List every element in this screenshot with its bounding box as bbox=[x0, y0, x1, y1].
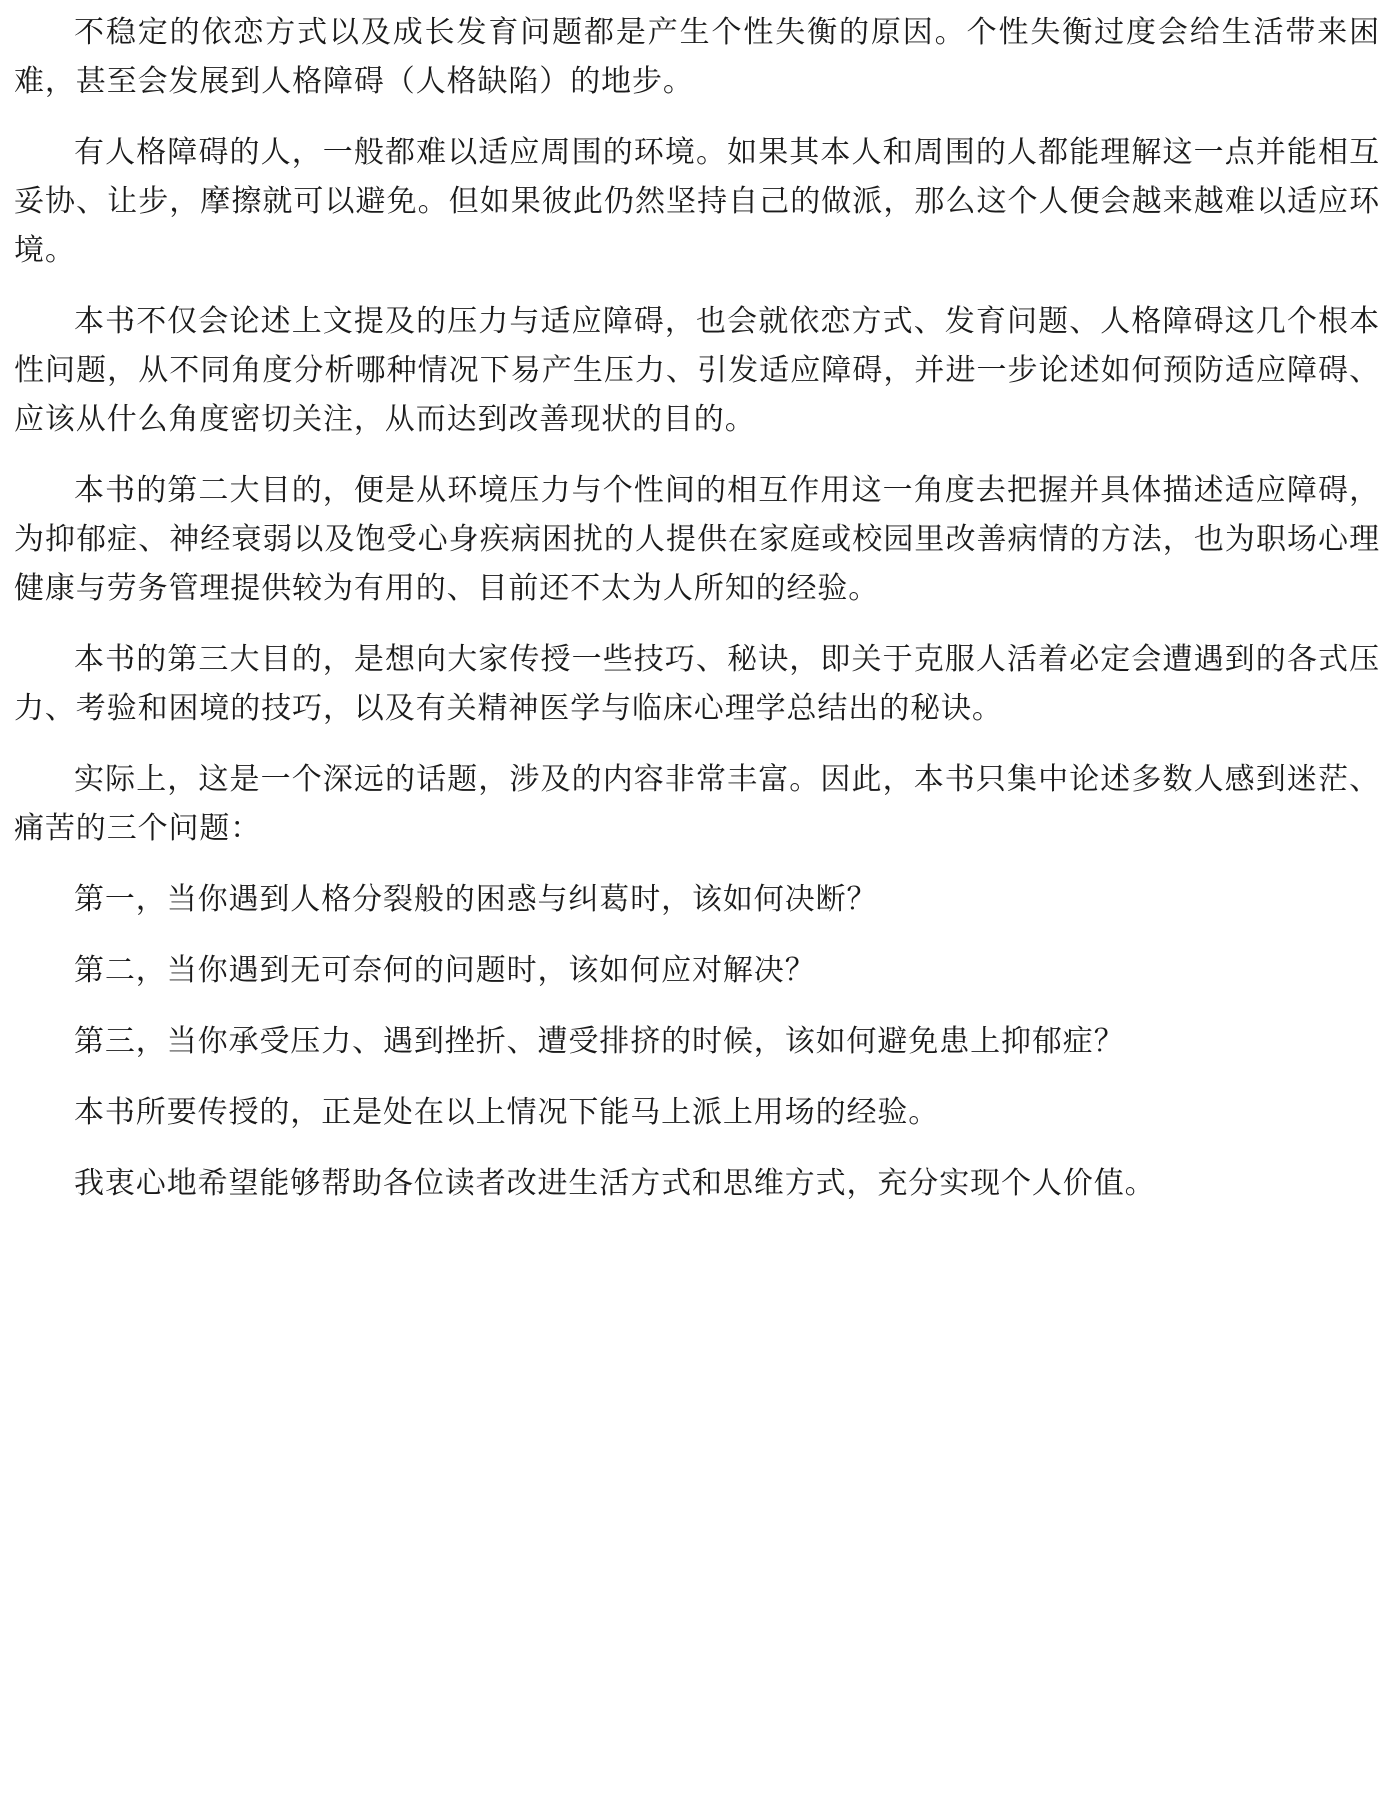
paragraph: 有人格障碍的人，一般都难以适应周围的环境。如果其本人和周围的人都能理解这一点并能相互妥协、让步，摩擦就可以避免。但如果彼此仍然坚持自己的做派，那么这个人便会越来越难以适应环境。 bbox=[14, 135, 1380, 268]
paragraph: 我衷心地希望能够帮助各位读者改进生活方式和思维方式，充分实现个人价值。 bbox=[74, 1166, 1156, 1201]
paragraph: 本书所要传授的，正是处在以上情况下能马上派上用场的经验。 bbox=[74, 1095, 940, 1130]
paragraph: 实际上，这是一个深远的话题，涉及的内容非常丰富。因此，本书只集中论述多数人感到迷茫、痛苦的三个问题： bbox=[14, 762, 1380, 846]
body-text bbox=[14, 8, 1380, 1230]
paragraph: 不稳定的依恋方式以及成长发育问题都是产生个性失衡的原因。个性失衡过度会给生活带来困难，甚至会发展到人格障碍（人格缺陷）的地步。 bbox=[14, 15, 1380, 99]
paragraph: 第三，当你承受压力、遇到挫折、遭受排挤的时候，该如何避免患上抑郁症？ bbox=[74, 1024, 1125, 1059]
paragraph: 第二，当你遇到无可奈何的问题时，该如何应对解决？ bbox=[74, 953, 816, 988]
paragraph: 本书的第三大目的，是想向大家传授一些技巧、秘诀，即关于克服人活着必定会遭遇到的各式压力、考验和困境的技巧，以及有关精神医学与临床心理学总结出的秘诀。 bbox=[14, 642, 1380, 726]
paragraph: 本书的第二大目的，便是从环境压力与个性间的相互作用这一角度去把握并具体描述适应障碍，为抑郁症、神经衰弱以及饱受心身疾病困扰的人提供在家庭或校园里改善病情的方法，也为职场心理健康与劳务管理提供较为有用的、目前还不太为人所知的经验。 bbox=[14, 473, 1380, 606]
paragraph: 本书不仅会论述上文提及的压力与适应障碍，也会就依恋方式、发育问题、人格障碍这几个根本性问题，从不同角度分析哪种情况下易产生压力、引发适应障碍，并进一步论述如何预防适应障碍、应该从什么角度密切关注，从而达到改善现状的目的。 bbox=[14, 304, 1380, 437]
paragraph: 第一，当你遇到人格分裂般的困惑与纠葛时，该如何决断？ bbox=[74, 882, 878, 917]
